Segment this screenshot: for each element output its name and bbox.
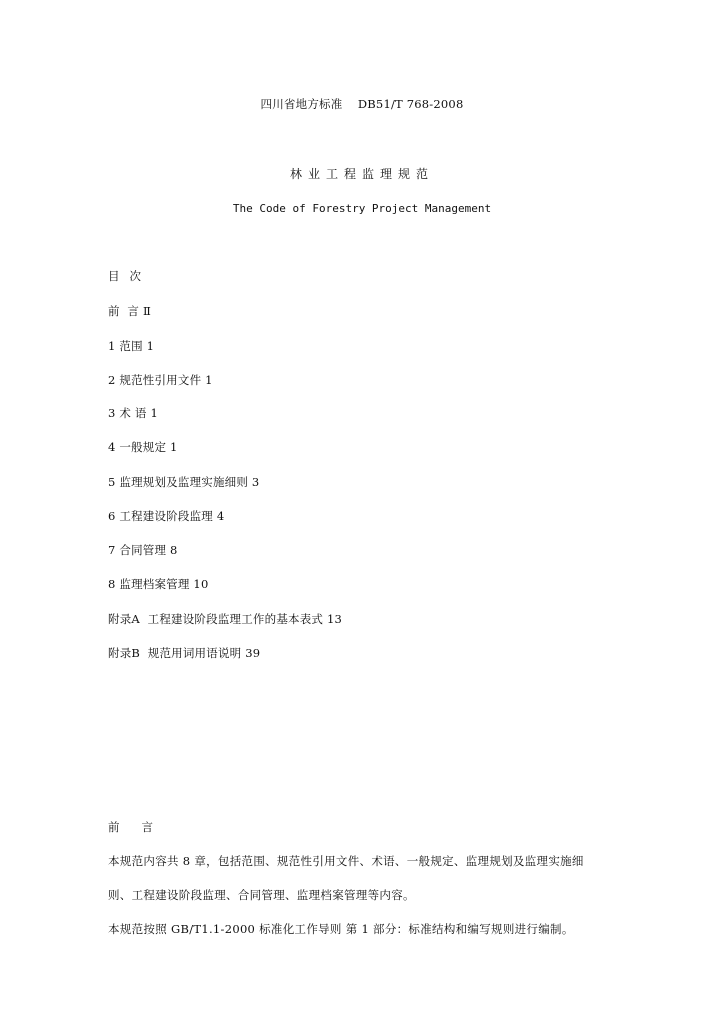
- preface-paragraph-line: 本规范内容共 8 章，包括范围、规范性引用文件、术语、一般规定、监理规划及监理实施细: [108, 854, 584, 868]
- document-title-english: The Code of Forestry Project Management: [232, 202, 492, 215]
- toc-item: 7 合同管理 8: [108, 543, 178, 557]
- toc-item: 5 监理规划及监理实施细则 3: [108, 475, 260, 489]
- standard-header: 四川省地方标准 DB51/T 768-2008: [260, 97, 464, 111]
- toc-item: 附录B 规范用词用语说明 39: [108, 646, 261, 660]
- toc-item: 6 工程建设阶段监理 4: [108, 509, 225, 523]
- toc-item: 前 言 Ⅱ: [108, 304, 151, 318]
- toc-item: 4 一般规定 1: [108, 440, 178, 454]
- toc-item: 8 监理档案管理 10: [108, 577, 209, 591]
- preface-heading: 前言: [108, 820, 175, 834]
- preface-paragraph: 本规范按照 GB/T1.1-2000 标准化工作导则 第 1 部分：标准结构和编写规则进行编制。: [108, 922, 574, 936]
- toc-heading: 目次: [108, 269, 151, 283]
- toc-item: 附录A 工程建设阶段监理工作的基本表式 13: [108, 612, 343, 626]
- preface-paragraph-line: 则、工程建设阶段监理、合同管理、监理档案管理等内容。: [108, 888, 415, 902]
- document-title-chinese: 林业工程监理规范: [289, 167, 434, 181]
- toc-item: 1 范围 1: [108, 339, 155, 353]
- toc-item: 3 术 语 1: [108, 406, 158, 420]
- toc-item: 2 规范性引用文件 1: [108, 373, 213, 387]
